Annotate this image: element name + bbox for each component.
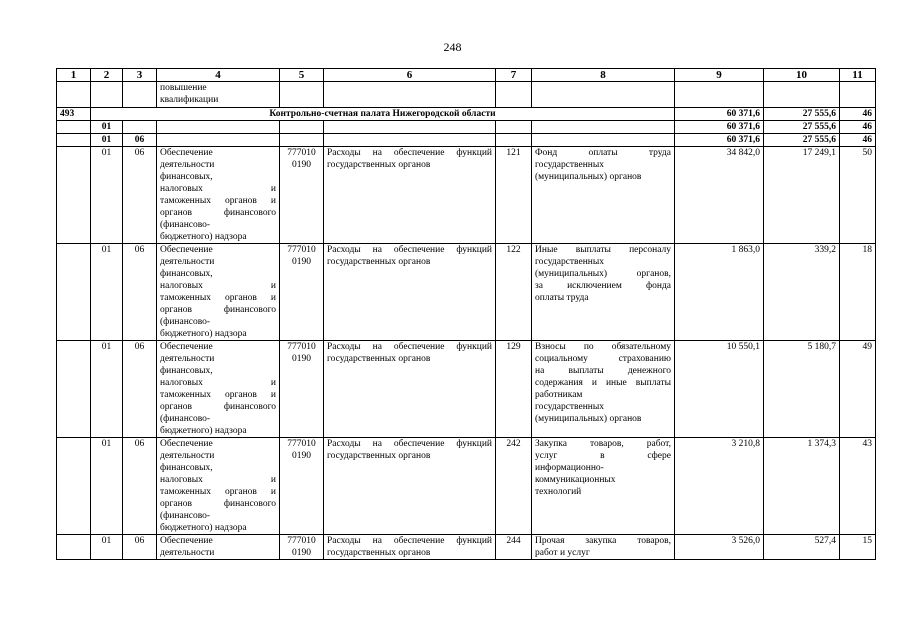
value-col9: 34 842,0 (675, 147, 764, 244)
text-line: Иные выплаты персоналу (535, 245, 671, 255)
department-code: 493 (57, 108, 91, 121)
text-line: услуг в сфере (535, 451, 671, 461)
value-col11: 46 (840, 108, 876, 121)
value-col9: 3 210,8 (675, 438, 764, 535)
row-blank (57, 438, 91, 535)
text-line: деятельности (160, 354, 215, 364)
value-col10: 27 555,6 (764, 108, 840, 121)
target-article (280, 438, 324, 535)
column-header: 11 (840, 69, 876, 82)
text-line: Обеспечение (160, 245, 213, 255)
subsection-row (57, 134, 876, 147)
text-line: органов финансового (160, 305, 276, 315)
target-article-name (324, 244, 496, 341)
expense-type-code: 244 (496, 535, 532, 560)
text-line: за исключением фонда (535, 281, 671, 291)
item-name (157, 438, 280, 535)
value-col10: 1 374,3 (764, 438, 840, 535)
text-line: 777010 (287, 342, 316, 352)
value-col9: 10 550,1 (675, 341, 764, 438)
section-code: 01 (91, 134, 123, 147)
table-row (57, 535, 876, 560)
column-header: 10 (764, 69, 840, 82)
text-line: Расходы на обеспечение функций (327, 148, 492, 158)
text-line: 0190 (292, 160, 311, 170)
target-article-name (324, 438, 496, 535)
item-name (157, 82, 280, 108)
target-article-name (324, 341, 496, 438)
table-row (57, 244, 876, 341)
expense-type-code: 122 (496, 244, 532, 341)
section-code: 01 (91, 147, 123, 244)
item-name (157, 341, 280, 438)
target-article (280, 535, 324, 560)
text-line: (финансово- (160, 414, 211, 424)
text-line: Расходы на обеспечение функций (327, 342, 492, 352)
text-line: 777010 (287, 439, 316, 449)
text-line: государственных органов (327, 548, 431, 558)
text-line: налоговых и (160, 475, 276, 485)
text-line: финансовых, (160, 463, 213, 473)
text-line: Расходы на обеспечение функций (327, 245, 492, 255)
column-header: 8 (532, 69, 675, 82)
subsection-code: 06 (123, 535, 157, 560)
subsection-code: 06 (123, 244, 157, 341)
value-col9: 1 863,0 (675, 244, 764, 341)
value-col9: 60 371,6 (675, 134, 764, 147)
text-line: информационно- (535, 463, 604, 473)
text-line: государственных органов (327, 354, 431, 364)
text-line: Обеспечение (160, 439, 213, 449)
text-line: квалификации (160, 95, 219, 105)
text-line: повышение (160, 83, 207, 93)
text-line: налоговых и (160, 378, 276, 388)
text-line: на выплаты денежного (535, 366, 671, 376)
target-article-name (324, 535, 496, 560)
text-line: бюджетного) надзора (160, 232, 247, 242)
text-line: работ и услуг (535, 548, 590, 558)
text-line: содержания и иные выплаты (535, 378, 671, 388)
text-line: 0190 (292, 548, 311, 558)
section-code: 01 (91, 341, 123, 438)
table-row (57, 438, 876, 535)
value-col10: 5 180,7 (764, 341, 840, 438)
text-line: бюджетного) надзора (160, 329, 247, 339)
text-line: (финансово- (160, 317, 211, 327)
subsection-code: 06 (123, 134, 157, 147)
text-line: финансовых, (160, 366, 213, 376)
row-blank (57, 244, 91, 341)
value-col10: 527,4 (764, 535, 840, 560)
section-code: 01 (91, 121, 123, 134)
value-col11: 15 (840, 535, 876, 560)
section-code: 01 (91, 244, 123, 341)
department-row (57, 108, 876, 121)
text-line: деятельности (160, 451, 215, 461)
value-col11: 43 (840, 438, 876, 535)
section-code: 01 (91, 535, 123, 560)
value-col10: 27 555,6 (764, 134, 840, 147)
target-article-name (324, 147, 496, 244)
item-name (157, 244, 280, 341)
text-line: оплаты труда (535, 293, 589, 303)
text-line: 777010 (287, 148, 316, 158)
value-col11: 46 (840, 134, 876, 147)
text-line: бюджетного) надзора (160, 426, 247, 436)
item-name (157, 535, 280, 560)
item-name (157, 147, 280, 244)
text-line: государственных (535, 257, 605, 267)
target-article (280, 341, 324, 438)
text-line: Обеспечение (160, 148, 213, 158)
subsection-code: 06 (123, 147, 157, 244)
text-line: Расходы на обеспечение функций (327, 439, 492, 449)
row-blank (57, 535, 91, 560)
text-line: таможенных органов и (160, 293, 276, 303)
text-line: Взносы по обязательному (535, 342, 671, 352)
value-col11: 49 (840, 341, 876, 438)
table-row (57, 147, 876, 244)
text-line: деятельности (160, 257, 215, 267)
target-article (280, 147, 324, 244)
text-line: финансовых, (160, 172, 213, 182)
text-line: деятельности (160, 160, 215, 170)
row-blank (57, 341, 91, 438)
subsection-code: 06 (123, 341, 157, 438)
section-code: 01 (91, 438, 123, 535)
column-header: 9 (675, 69, 764, 82)
text-line: таможенных органов и (160, 196, 276, 206)
text-line: финансовых, (160, 269, 213, 279)
text-line: органов финансового (160, 208, 276, 218)
expense-type-name (532, 244, 675, 341)
value-col11: 18 (840, 244, 876, 341)
text-line: Прочая закупка товаров, (535, 536, 671, 546)
text-line: Закупка товаров, работ, (535, 439, 671, 449)
text-line: государственных органов (327, 451, 431, 461)
text-line: (муниципальных) органов (535, 172, 642, 182)
value-col9: 3 526,0 (675, 535, 764, 560)
text-line: (финансово- (160, 511, 211, 521)
text-line: Фонд оплаты труда (535, 148, 671, 158)
text-line: 0190 (292, 257, 311, 267)
column-header: 4 (157, 69, 280, 82)
value-col11: 46 (840, 121, 876, 134)
text-line: социальному страхованию (535, 354, 671, 364)
value-col10: 339,2 (764, 244, 840, 341)
expense-type-code: 129 (496, 341, 532, 438)
column-header-row (57, 69, 876, 82)
subsection-code: 06 (123, 438, 157, 535)
text-line: таможенных органов и (160, 390, 276, 400)
text-line: таможенных органов и (160, 487, 276, 497)
text-line: налоговых и (160, 184, 276, 194)
value-col10: 17 249,1 (764, 147, 840, 244)
text-line: (муниципальных) органов (535, 414, 642, 424)
text-line: Расходы на обеспечение функций (327, 536, 492, 546)
expense-type-code: 121 (496, 147, 532, 244)
expense-type-name (532, 438, 675, 535)
text-line: государственных органов (327, 257, 431, 267)
text-line: бюджетного) надзора (160, 523, 247, 533)
value-col9: 60 371,6 (675, 108, 764, 121)
text-line: 0190 (292, 451, 311, 461)
column-header: 5 (280, 69, 324, 82)
expense-type-name (532, 147, 675, 244)
text-line: органов финансового (160, 499, 276, 509)
target-article (280, 244, 324, 341)
column-header: 6 (324, 69, 496, 82)
text-line: 0190 (292, 354, 311, 364)
row-blank (57, 147, 91, 244)
page-number: 248 (443, 40, 462, 54)
text-line: Обеспечение (160, 536, 213, 546)
text-line: (муниципальных) органов, (535, 269, 671, 279)
column-header: 2 (91, 69, 123, 82)
department-name: Контрольно-счетная палата Нижегородской области (91, 108, 675, 121)
text-line: государственных органов (327, 160, 431, 170)
text-line: коммуникационных (535, 475, 616, 485)
expense-type-name (532, 341, 675, 438)
table-row (57, 341, 876, 438)
text-line: государственных (535, 160, 605, 170)
section-row (57, 121, 876, 134)
column-header: 1 (57, 69, 91, 82)
column-header: 7 (496, 69, 532, 82)
expense-type-name (532, 535, 675, 560)
text-line: Обеспечение (160, 342, 213, 352)
value-col9: 60 371,6 (675, 121, 764, 134)
value-col11: 50 (840, 147, 876, 244)
text-line: 777010 (287, 245, 316, 255)
text-line: органов финансового (160, 402, 276, 412)
budget-table (56, 68, 876, 560)
text-line: налоговых и (160, 281, 276, 291)
text-line: государственных (535, 402, 605, 412)
column-header: 3 (123, 69, 157, 82)
text-line: (финансово- (160, 220, 211, 230)
text-line: работникам (535, 390, 583, 400)
value-col10: 27 555,6 (764, 121, 840, 134)
text-line: 777010 (287, 536, 316, 546)
continuation-row (57, 82, 876, 108)
text-line: деятельности (160, 548, 215, 558)
text-line: технологий (535, 487, 582, 497)
expense-type-code: 242 (496, 438, 532, 535)
